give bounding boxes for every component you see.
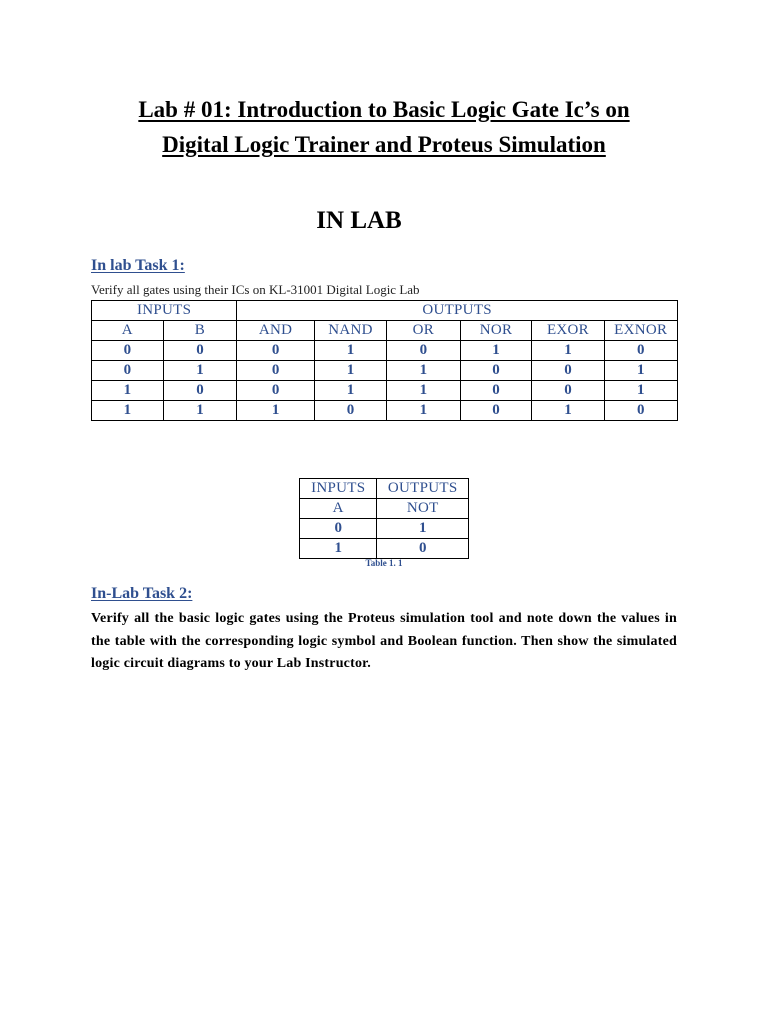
document-title	[0, 92, 768, 162]
table-cell: 0	[92, 341, 164, 361]
title-line-2: Digital Logic Trainer and Proteus Simulation	[162, 132, 606, 157]
table-cell: 1	[387, 381, 460, 401]
table-cell: 0	[460, 381, 532, 401]
table-cell: 0	[532, 381, 604, 401]
column-header: OR	[387, 321, 460, 341]
table-cell: 1	[604, 381, 677, 401]
truth-table-group-row	[92, 301, 678, 321]
not-outputs-group-header: OUTPUTS	[377, 479, 469, 499]
table-cell: 0	[377, 539, 469, 559]
column-header: A	[300, 499, 377, 519]
table-row	[92, 361, 678, 381]
table-cell: 1	[532, 341, 604, 361]
table-cell: 1	[314, 381, 386, 401]
title-line-1: Lab # 01: Introduction to Basic Logic Gate Ic’s on	[138, 97, 630, 122]
task1-heading: In lab Task 1:	[91, 257, 185, 274]
not-table-header-row	[300, 499, 469, 519]
column-header: EXNOR	[604, 321, 677, 341]
table-cell: 1	[387, 401, 460, 421]
table-row	[300, 539, 469, 559]
table-cell: 0	[460, 361, 532, 381]
table-cell: 1	[92, 381, 164, 401]
table-cell: 1	[314, 341, 386, 361]
not-inputs-group-header: INPUTS	[300, 479, 377, 499]
table-cell: 0	[314, 401, 386, 421]
table-row	[300, 519, 469, 539]
column-header: AND	[237, 321, 315, 341]
column-header: B	[163, 321, 237, 341]
column-header: NOR	[460, 321, 532, 341]
table-cell: 0	[237, 341, 315, 361]
table-cell: 1	[460, 341, 532, 361]
section-title: IN LAB	[316, 207, 402, 234]
table-cell: 0	[460, 401, 532, 421]
table-cell: 0	[163, 381, 237, 401]
table-cell: 1	[163, 361, 237, 381]
table-cell: 1	[237, 401, 315, 421]
not-truth-table	[299, 478, 469, 559]
column-header: NAND	[314, 321, 386, 341]
table-row	[92, 341, 678, 361]
table-cell: 1	[314, 361, 386, 381]
table-cell: 0	[92, 361, 164, 381]
table-cell: 1	[92, 401, 164, 421]
table-cell: 0	[532, 361, 604, 381]
table-cell: 0	[604, 341, 677, 361]
table-cell: 1	[300, 539, 377, 559]
inputs-group-header: INPUTS	[92, 301, 237, 321]
table-cell: 0	[237, 361, 315, 381]
not-table-body	[300, 519, 469, 559]
truth-table	[91, 300, 678, 421]
outputs-group-header: OUTPUTS	[237, 301, 678, 321]
table-row	[92, 401, 678, 421]
table-caption: Table 1. 1	[365, 558, 403, 568]
task2-body: Verify all the basic logic gates using the Proteus simulation tool and note down the values in the table with the corresponding logic symbol and Boolean function. Then show the simulated logic circuit diagrams to your Lab Instructor.	[91, 611, 677, 671]
table-cell: 1	[377, 519, 469, 539]
task1-description: Verify all gates using their ICs on KL-31001 Digital Logic Lab	[91, 282, 420, 297]
table-cell: 0	[237, 381, 315, 401]
table-cell: 1	[163, 401, 237, 421]
column-header: EXOR	[532, 321, 604, 341]
table-cell: 1	[532, 401, 604, 421]
table-cell: 1	[604, 361, 677, 381]
column-header: A	[92, 321, 164, 341]
table-cell: 0	[387, 341, 460, 361]
column-header: NOT	[377, 499, 469, 519]
truth-table-header-row	[92, 321, 678, 341]
table-row	[92, 381, 678, 401]
truth-table-body	[92, 341, 678, 421]
table-cell: 0	[300, 519, 377, 539]
table-cell: 1	[387, 361, 460, 381]
table-cell: 0	[163, 341, 237, 361]
not-table-group-row	[300, 479, 469, 499]
task2-heading: In-Lab Task 2:	[91, 585, 193, 602]
table-cell: 0	[604, 401, 677, 421]
